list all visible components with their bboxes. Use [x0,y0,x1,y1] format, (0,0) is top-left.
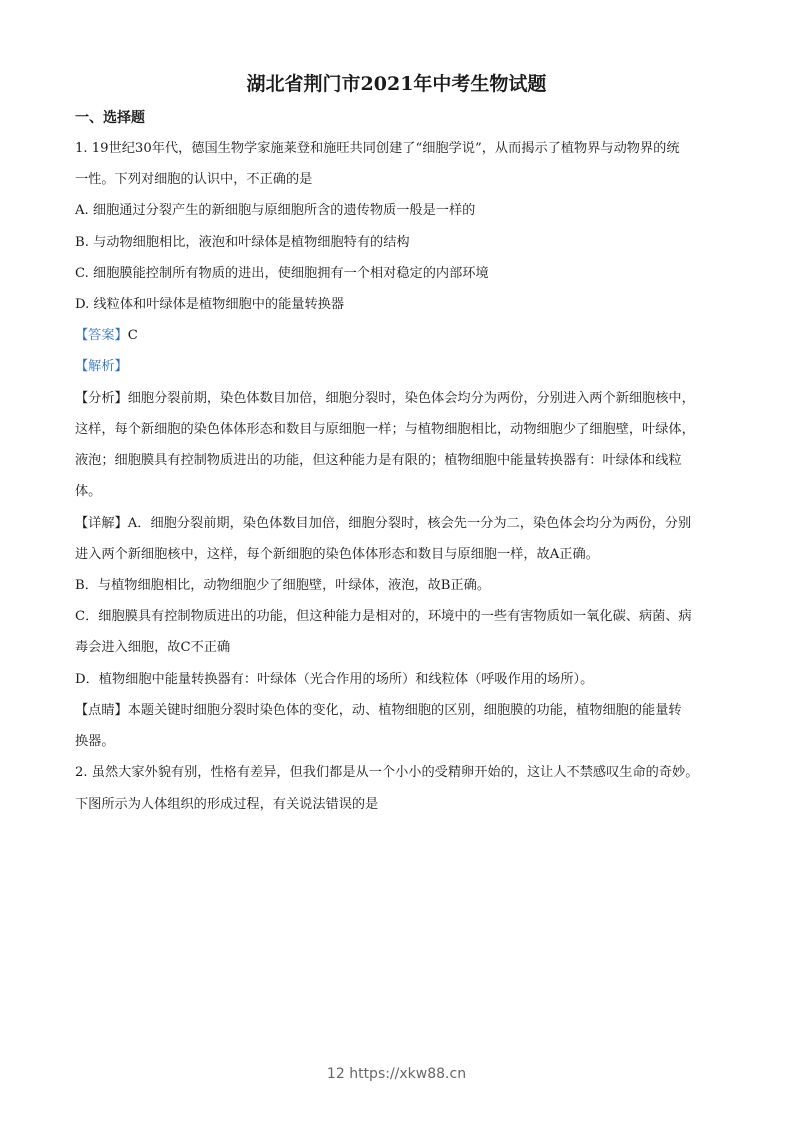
detail-paragraph-line-1: 【详解】A．细胞分裂前期，染色体数目加倍，细胞分裂时，核会先一分为二，染色体会均分为两份，分别 [75,516,692,531]
answer-tag: 【答案】 [75,328,128,343]
key-point-line-1: 【点睛】本题关键时细胞分裂时染色体的变化，动、植物细胞的区别，细胞膜的功能，植物细胞的能量转 [75,703,682,718]
detail-paragraph-line-2: 进入两个新细胞核中，这样，每个新细胞的染色体体形态和数目与原细胞一样，故A正确。 [75,547,599,562]
question-1-option-b: B. 与动物细胞相比，液泡和叶绿体是植物细胞特有的结构 [75,235,410,250]
answer-line [75,326,138,346]
detail-option-c-line-2: 毒会进入细胞，故C不正确 [75,640,231,655]
analysis-paragraph-line-1: 【分析】细胞分裂前期，染色体数目加倍，细胞分裂时，染色体会均分为两份，分别进入两个新细胞核中， [75,391,695,406]
page-footer [0,1064,793,1084]
footer-url[interactable]: https://xkw88.cn [349,1066,467,1082]
question-2-stem-line-1: 2. 虽然大家外貌有别，性格有差异，但我们都是从一个小小的受精卵开始的，这让人不禁感叹生命的奇妙。 [75,765,699,780]
section-heading: 一、选择题 [75,110,145,126]
question-1-option-c: C. 细胞膜能控制所有物质的进出，使细胞拥有一个相对稳定的内部环境 [75,266,489,281]
detail-option-b: B．与植物细胞相比，动物细胞少了细胞壁，叶绿体，液泡，故B正确。 [75,578,491,593]
question-1-stem-line-1: 1. 19世纪30年代，德国生物学家施莱登和施旺共同创建了“细胞学说”，从而揭示了植物界与动物界的统 [75,141,680,156]
question-1-option-d: D. 线粒体和叶绿体是植物细胞中的能量转换器 [75,297,345,312]
analysis-paragraph-line-4: 体。 [75,484,102,499]
question-1-stem-line-2: 一性。下列对细胞的认识中，不正确的是 [75,172,313,187]
page-title: 湖北省荆门市2021年中考生物试题 [246,73,547,95]
answer-value: C [127,328,138,343]
key-point-line-2: 换器。 [75,734,115,749]
analysis-paragraph-line-2: 这样，每个新细胞的染色体体形态和数目与原细胞一样；与植物细胞相比，动物细胞少了细胞壁，叶绿体， [75,422,695,437]
analysis-paragraph-line-3: 液泡；细胞膜具有控制物质进出的功能，但这种能力是有限的；植物细胞中能量转换器有：叶绿体和线粒 [75,453,682,468]
page-number: 12 [326,1066,345,1082]
question-2-stem-line-2: 下图所示为人体组织的形成过程，有关说法错误的是 [75,797,379,812]
detail-option-c-line-1: C．细胞膜具有控制物质进出的功能，但这种能力是相对的，环境中的一些有害物质如一氧化碳、病菌、病 [75,609,692,624]
question-1-option-a: A. 细胞通过分裂产生的新细胞与原细胞所含的遗传物质一般是一样的 [75,203,476,218]
analysis-tag: 【解析】 [75,359,128,374]
detail-option-d: D．植物细胞中能量转换器有：叶绿体（光合作用的场所）和线粒体（呼吸作用的场所）。 [75,672,594,687]
